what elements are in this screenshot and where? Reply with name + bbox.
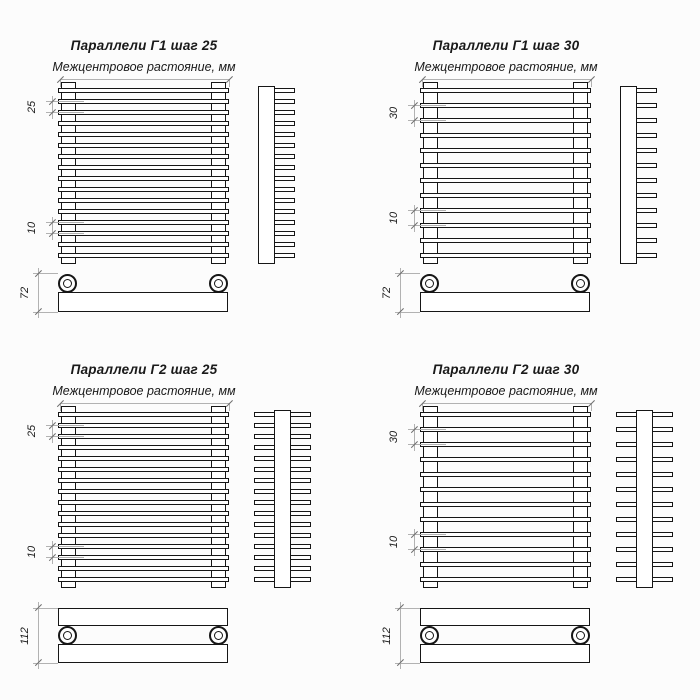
- tube: [58, 456, 229, 461]
- tube-end: [635, 103, 657, 108]
- tube-end: [616, 517, 638, 522]
- tube-end: [254, 522, 276, 527]
- tube-end: [651, 547, 673, 552]
- tube: [420, 457, 591, 462]
- tube-end: [616, 412, 638, 417]
- tube: [58, 165, 229, 170]
- tube-end: [651, 577, 673, 582]
- tube-end: [635, 88, 657, 93]
- tube-end: [616, 487, 638, 492]
- tube-end: [273, 143, 295, 148]
- tube-end: [635, 253, 657, 258]
- tube-end: [635, 163, 657, 168]
- tube-end: [254, 577, 276, 582]
- tube: [58, 412, 229, 417]
- bottom-collector-front: [58, 608, 228, 626]
- collector-height-label: 72: [19, 286, 31, 299]
- drawing-g1-step25: [0, 0, 350, 352]
- tube: [420, 502, 591, 507]
- tube-end: [273, 154, 295, 159]
- pipe-circle-inner: [63, 279, 72, 288]
- riser-right: [573, 406, 588, 588]
- tube-end: [289, 566, 311, 571]
- tube-end: [635, 193, 657, 198]
- tube-end: [616, 577, 638, 582]
- tube-end: [254, 423, 276, 428]
- drawing-title: Параллели Г2 шаг 25: [70, 362, 218, 377]
- tube-end: [289, 522, 311, 527]
- collector-height-label: 112: [381, 626, 393, 645]
- center-distance-label: Межцентровое растояние, мм: [52, 384, 236, 398]
- tube: [420, 148, 591, 153]
- tube-end: [635, 148, 657, 153]
- tube-end: [273, 253, 295, 258]
- drawing-g2-step25: [0, 324, 350, 676]
- tube: [420, 472, 591, 477]
- drawing-g1-step30: [362, 0, 700, 352]
- tube-end: [273, 231, 295, 236]
- riser-left: [423, 82, 438, 264]
- collector-height-label: 72: [381, 286, 393, 299]
- tube-end: [289, 500, 311, 505]
- bottom-collector-front: [420, 608, 590, 626]
- tube-end: [273, 99, 295, 104]
- tube-end: [254, 434, 276, 439]
- tube-end: [289, 423, 311, 428]
- tube-end: [254, 489, 276, 494]
- tube: [58, 154, 229, 159]
- tube-end: [273, 220, 295, 225]
- tube: [58, 132, 229, 137]
- pipe-circle-inner: [576, 631, 585, 640]
- tube-end: [254, 445, 276, 450]
- tube: [58, 511, 229, 516]
- tube: [58, 478, 229, 483]
- tube-end: [273, 165, 295, 170]
- tube-end: [254, 478, 276, 483]
- tube-end: [616, 547, 638, 552]
- tube: [420, 238, 591, 243]
- tube-end: [289, 577, 311, 582]
- step-dimension-label: 25: [26, 424, 38, 438]
- tube: [58, 467, 229, 472]
- tube: [58, 176, 229, 181]
- tube-end: [273, 242, 295, 247]
- pipe-circle-inner: [214, 279, 223, 288]
- tube: [58, 533, 229, 538]
- tube-end: [651, 502, 673, 507]
- tube-end: [254, 500, 276, 505]
- tube-end: [289, 555, 311, 560]
- tube: [58, 489, 229, 494]
- bottom-collector: [420, 292, 590, 312]
- step-dimension-label: 25: [26, 100, 38, 114]
- tube: [58, 577, 229, 582]
- tube-end: [651, 517, 673, 522]
- tube-end: [254, 555, 276, 560]
- pipe-circle-inner: [214, 631, 223, 640]
- tube: [420, 178, 591, 183]
- tube-end: [616, 442, 638, 447]
- tube-end: [616, 502, 638, 507]
- tube: [420, 88, 591, 93]
- width-dimension-line: [422, 79, 591, 80]
- side-collector: [258, 86, 275, 264]
- tube: [58, 445, 229, 450]
- tube-end: [635, 238, 657, 243]
- tube-end: [635, 178, 657, 183]
- tube-end: [289, 533, 311, 538]
- tube: [420, 253, 591, 258]
- collector-height-label: 112: [19, 626, 31, 645]
- tube-end: [273, 198, 295, 203]
- tube-end: [273, 121, 295, 126]
- pipe-circle-inner: [425, 631, 434, 640]
- tube: [420, 133, 591, 138]
- width-dimension-line: [422, 403, 591, 404]
- tube: [58, 187, 229, 192]
- gap-dimension-label: 10: [388, 535, 400, 549]
- side-collector: [620, 86, 637, 264]
- tube-end: [289, 478, 311, 483]
- tube-end: [635, 208, 657, 213]
- drawing-title: Параллели Г1 шаг 30: [432, 38, 580, 53]
- tube-end: [651, 472, 673, 477]
- tube-end: [273, 187, 295, 192]
- tube-end: [616, 472, 638, 477]
- tube-end: [273, 209, 295, 214]
- tube-end: [651, 427, 673, 432]
- tube-end: [289, 412, 311, 417]
- tube: [420, 193, 591, 198]
- tube-end: [616, 562, 638, 567]
- center-distance-label: Межцентровое растояние, мм: [414, 384, 598, 398]
- tube: [420, 487, 591, 492]
- side-collector: [274, 410, 291, 588]
- tube-end: [254, 533, 276, 538]
- tube-end: [635, 223, 657, 228]
- tube-end: [273, 176, 295, 181]
- tube-end: [616, 427, 638, 432]
- gap-dimension-label: 10: [388, 211, 400, 225]
- tube-end: [289, 511, 311, 516]
- tube-end: [289, 434, 311, 439]
- drawing-title: Параллели Г2 шаг 30: [432, 362, 580, 377]
- tube-end: [651, 487, 673, 492]
- tube-end: [616, 532, 638, 537]
- drawing-g2-step30: [362, 324, 700, 676]
- step-dimension-label: 30: [388, 430, 400, 444]
- tube-end: [254, 412, 276, 417]
- tube: [58, 242, 229, 247]
- tube: [58, 198, 229, 203]
- tube-end: [273, 110, 295, 115]
- side-collector: [636, 410, 653, 588]
- pipe-circle-inner: [576, 279, 585, 288]
- tube: [58, 209, 229, 214]
- tube: [420, 517, 591, 522]
- tube-end: [254, 544, 276, 549]
- pipe-circle-inner: [425, 279, 434, 288]
- center-distance-label: Межцентровое растояние, мм: [52, 60, 236, 74]
- tube-end: [273, 132, 295, 137]
- tube-end: [651, 457, 673, 462]
- tube-end: [616, 457, 638, 462]
- tube-end: [254, 467, 276, 472]
- tube-end: [651, 412, 673, 417]
- bottom-collector-back: [420, 644, 590, 663]
- pipe-circle-inner: [63, 631, 72, 640]
- tube: [58, 88, 229, 93]
- tube-end: [651, 562, 673, 567]
- tube-end: [289, 544, 311, 549]
- tube: [420, 577, 591, 582]
- drawing-title: Параллели Г1 шаг 25: [70, 38, 218, 53]
- tube: [58, 522, 229, 527]
- gap-dimension-label: 10: [26, 545, 38, 559]
- gap-dimension-label: 10: [26, 221, 38, 235]
- tube: [420, 562, 591, 567]
- tube: [58, 500, 229, 505]
- tube-end: [273, 88, 295, 93]
- tube-end: [254, 566, 276, 571]
- dimension-line: [400, 602, 401, 669]
- tube-end: [651, 442, 673, 447]
- tube-end: [289, 445, 311, 450]
- tube-end: [635, 118, 657, 123]
- tube: [58, 253, 229, 258]
- tube-end: [289, 456, 311, 461]
- center-distance-label: Межцентровое растояние, мм: [414, 60, 598, 74]
- tube: [58, 143, 229, 148]
- dimension-line: [38, 602, 39, 669]
- width-dimension-line: [60, 79, 229, 80]
- width-dimension-line: [60, 403, 229, 404]
- tube: [420, 163, 591, 168]
- tube-end: [635, 133, 657, 138]
- bottom-collector: [58, 292, 228, 312]
- tube-end: [254, 456, 276, 461]
- tube: [420, 412, 591, 417]
- tube: [58, 566, 229, 571]
- tube-end: [289, 467, 311, 472]
- bottom-collector-back: [58, 644, 228, 663]
- step-dimension-label: 30: [388, 106, 400, 120]
- riser-left: [423, 406, 438, 588]
- tube-end: [651, 532, 673, 537]
- riser-right: [573, 82, 588, 264]
- tube-end: [289, 489, 311, 494]
- tube-end: [254, 511, 276, 516]
- tube: [58, 121, 229, 126]
